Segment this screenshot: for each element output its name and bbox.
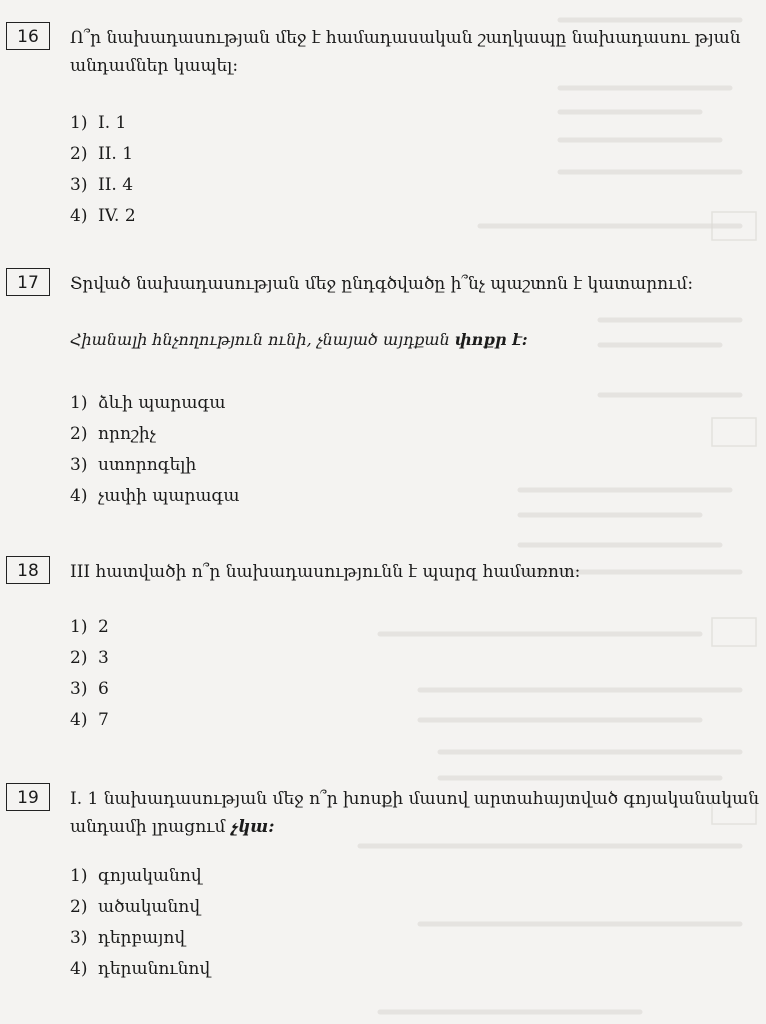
question-number: 19 [6,783,50,811]
question-text: Տրված նախադասության մեջ ընդգծվածը ի՞նչ պաշտոն է կատարում: [70,274,694,294]
answer-option[interactable]: 1) 2 [70,617,109,637]
answer-option[interactable]: 1) գոյականով [70,866,202,886]
emphasized-word: չկա: [230,817,275,837]
question-text: III հատվածի ո՞ր նախադասությունն է պարզ համառոտ: [70,562,581,582]
answer-option[interactable]: 4) 7 [70,710,109,730]
answer-option[interactable]: 2) որոշիչ [70,424,156,444]
answer-options [70,108,136,232]
answer-option[interactable]: 1) ձևի պարագա [70,393,226,413]
answer-option[interactable]: 3) դերբայով [70,928,186,948]
answer-options [70,612,109,736]
question-number: 17 [6,268,50,296]
answer-option[interactable]: 1) I. 1 [70,113,127,133]
answer-option[interactable]: 4) դերանունով [70,959,211,979]
answer-option[interactable]: 2) 3 [70,648,109,668]
answer-option[interactable]: 2) II. 1 [70,144,134,164]
question-text: Ո՞ր նախադասության մեջ է համադասական շաղկապը նախադասու թյան անդամներ կապել: [70,28,741,76]
answer-option[interactable]: 4) չափի պարագա [70,486,240,506]
question-number: 18 [6,556,50,584]
answer-option[interactable]: 3) II. 4 [70,175,134,195]
answer-option[interactable]: 3) 6 [70,679,109,699]
answer-options [70,388,239,512]
answer-option[interactable]: 4) IV. 2 [70,206,136,226]
question-number: 16 [6,22,50,50]
answer-option[interactable]: 2) ածականով [70,897,201,917]
answer-options [70,861,210,985]
underlined-word: փոքր է: [454,330,528,349]
answer-option[interactable]: 3) ստորոգելի [70,455,197,475]
example-sentence: Հիանալի հնչողություն ունի, չնայած այդքան փոքր է: [70,330,528,349]
question-text: I. 1 նախադասության մեջ ո՞ր խոսքի մասով արտահայտված գոյականական անդամի լրացում չկա: [70,789,760,837]
